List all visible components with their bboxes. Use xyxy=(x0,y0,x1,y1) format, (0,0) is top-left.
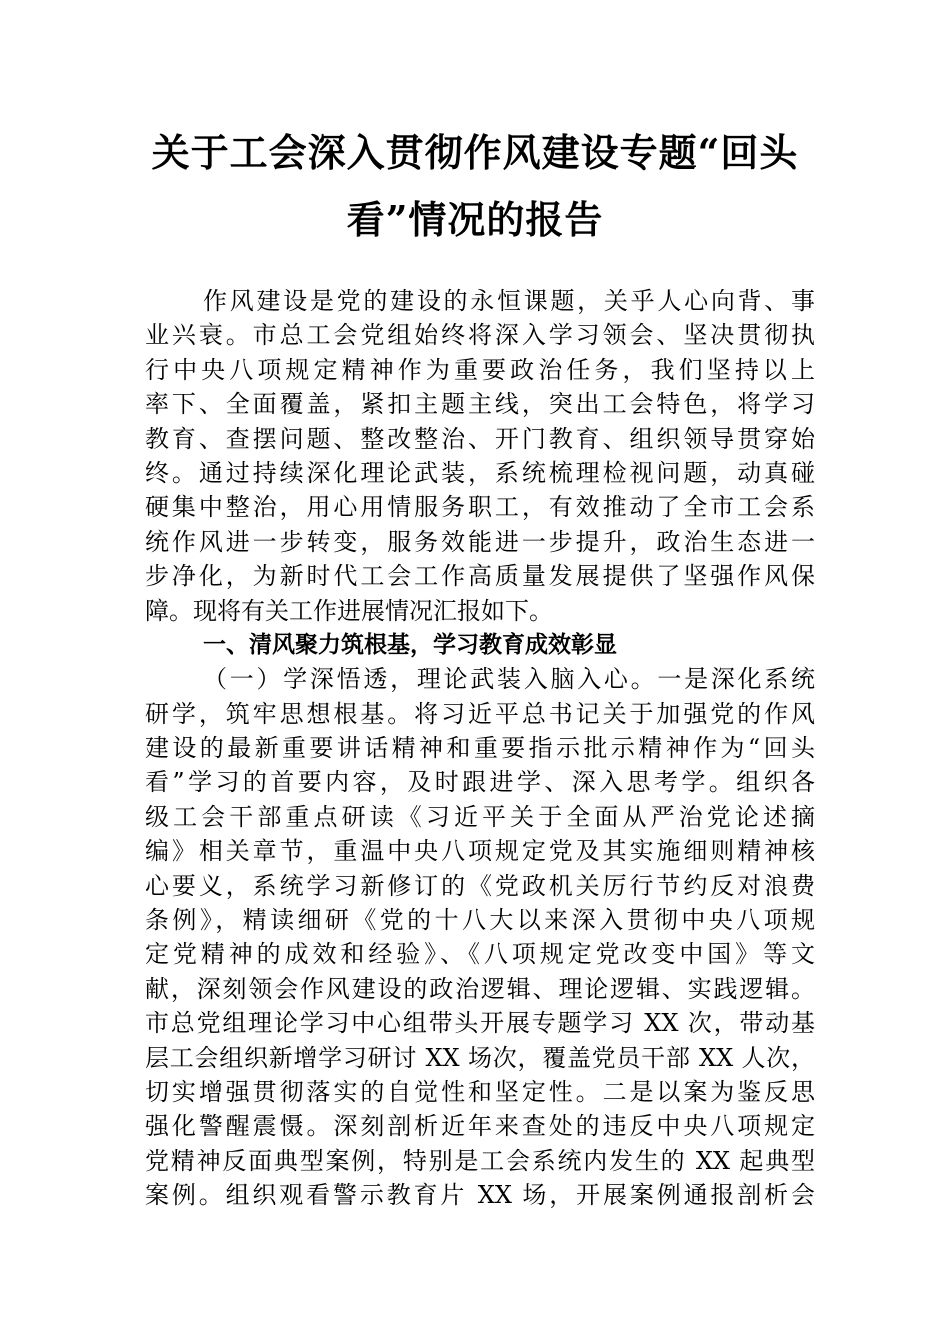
paragraph-line: 作风建设是党的建设的永恒课题，关乎人心向背、事 xyxy=(203,287,815,315)
paragraph-line: 条例》，精读细研《党的十八大以来深入贯彻中央八项规 xyxy=(145,906,815,935)
paragraph-line: 案例。组织观看警示教育片 XX 场，开展案例通报剖析会 xyxy=(145,1181,815,1210)
paragraph-line: 定党精神的成效和经验》、《八项规定党改变中国》等文 xyxy=(145,940,815,969)
paragraph-line: 献，深刻领会作风建设的政治逻辑、理论逻辑、实践逻辑。 xyxy=(145,974,815,1003)
paragraph-line: 市总党组理论学习中心组带头开展专题学习 XX 次，带动基 xyxy=(145,1009,815,1038)
section-heading: 一、清风聚力筑根基，学习教育成效彰显 xyxy=(203,631,617,658)
paragraph-line: 心要义，系统学习新修订的《党政机关厉行节约反对浪费 xyxy=(145,871,815,900)
document-title-line-2: 看”情况的报告 xyxy=(346,197,604,242)
paragraph-line: 层工会组织新增学习研讨 XX 场次，覆盖党员干部 XX 人次， xyxy=(145,1043,815,1072)
paragraph-line: 强化警醒震慑。深刻剖析近年来查处的违反中央八项规定 xyxy=(145,1112,815,1141)
paragraph-line: 障。现将有关工作进展情况汇报如下。 xyxy=(145,596,553,625)
paragraph-line: 党精神反面典型案例，特别是工会系统内发生的 XX 起典型 xyxy=(145,1146,815,1175)
paragraph-line: 业兴衰。市总工会党组始终将深入学习领会、坚决贯彻执 xyxy=(145,321,815,350)
paragraph-line: 终。通过持续深化理论武装，系统梳理检视问题，动真碰 xyxy=(145,458,815,487)
document-body xyxy=(145,284,815,1213)
document-title-line-1: 关于工会深入贯彻作风建设专题“回头 xyxy=(151,130,799,175)
paragraph-line: 统作风进一步转变，服务效能进一步提升，政治生态进一 xyxy=(145,527,815,556)
paragraph-line: 级工会干部重点研读《习近平关于全面从严治党论述摘 xyxy=(145,802,815,831)
paragraph-line: 率下、全面覆盖，紧扣主题主线，突出工会特色，将学习 xyxy=(145,390,815,419)
paragraph-line: 编》相关章节，重温中央八项规定党及其实施细则精神核 xyxy=(145,837,815,866)
paragraph-line: 硬集中整治，用心用情服务职工，有效推动了全市工会系 xyxy=(145,493,815,522)
paragraph-line: 看”学习的首要内容，及时跟进学、深入思考学。组织各 xyxy=(145,768,815,797)
paragraph-line: 切实增强贯彻落实的自觉性和坚定性。二是以案为鉴反思 xyxy=(145,1077,815,1106)
paragraph-line: 教育、查摆问题、整改整治、开门教育、组织领导贯穿始 xyxy=(145,424,815,453)
paragraph-line: （一）学深悟透，理论武装入脑入心。一是深化系统 xyxy=(203,665,815,694)
paragraph-line: 行中央八项规定精神作为重要政治任务，我们坚持以上 xyxy=(145,355,815,384)
paragraph-line: 步净化，为新时代工会工作高质量发展提供了坚强作风保 xyxy=(145,562,815,591)
paragraph-line: 研学，筑牢思想根基。将习近平总书记关于加强党的作风 xyxy=(145,699,815,728)
paragraph-line: 建设的最新重要讲话精神和重要指示批示精神作为“回头 xyxy=(145,734,815,763)
